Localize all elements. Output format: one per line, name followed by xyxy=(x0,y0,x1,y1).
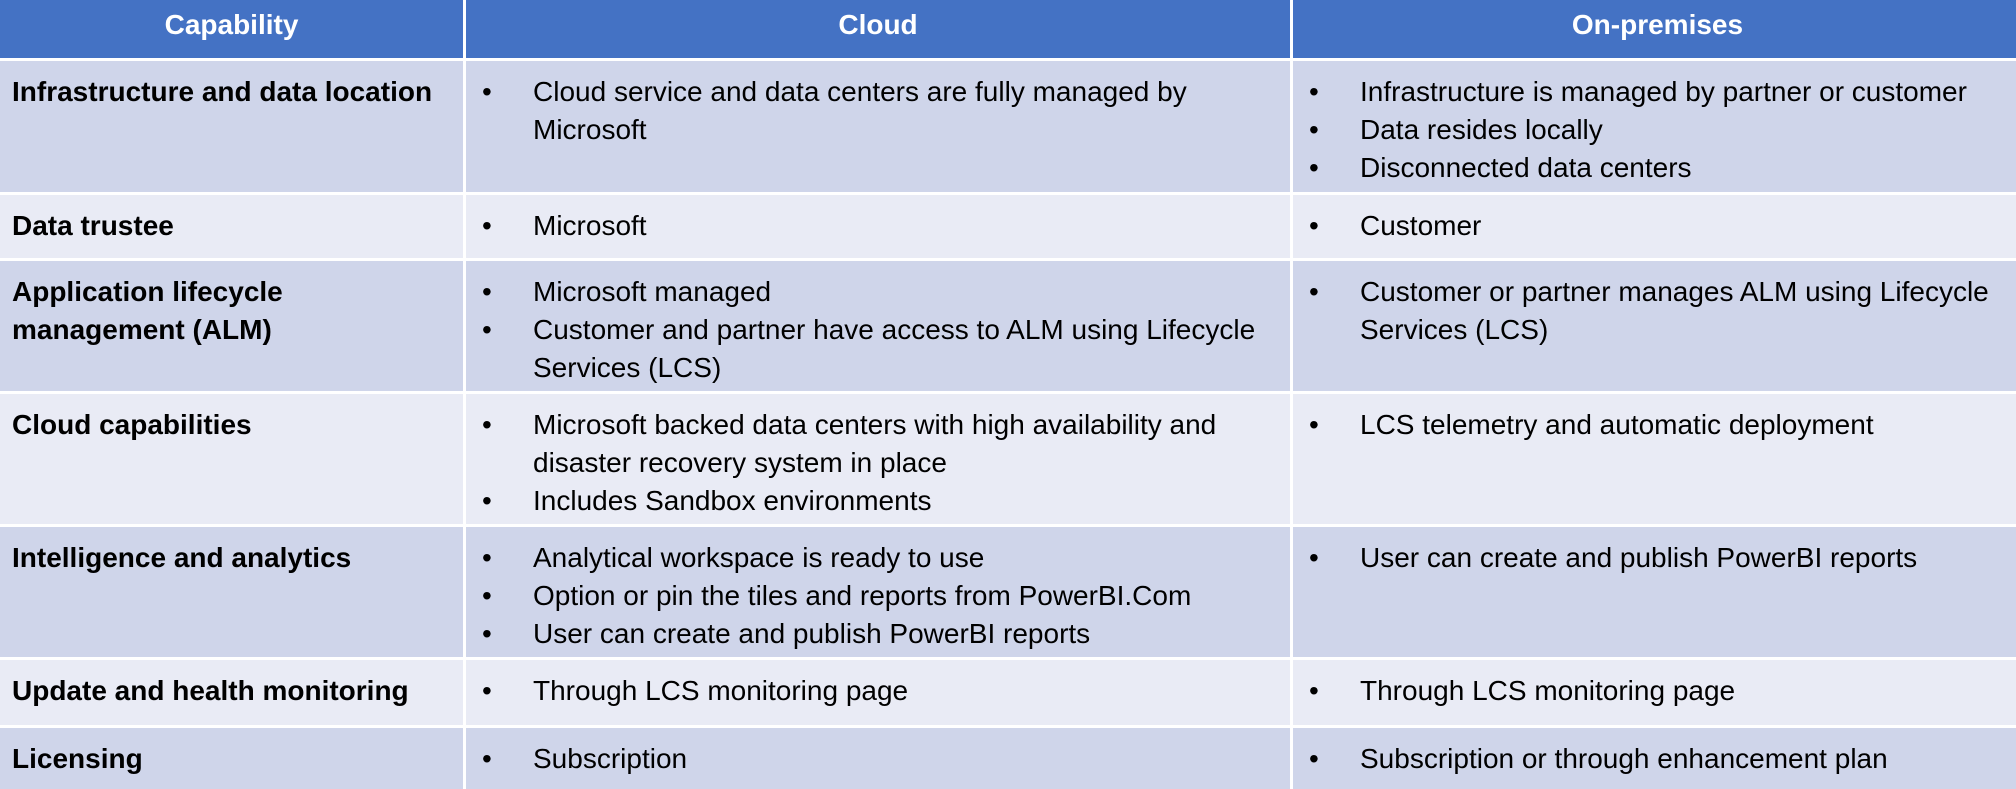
list-item: • Infrastructure is managed by partner or customer xyxy=(1293,73,2010,111)
onprem-cell xyxy=(1293,728,2016,789)
onprem-list xyxy=(1293,273,2010,349)
cloud-cell xyxy=(466,261,1290,391)
cloud-cell xyxy=(466,527,1290,657)
list-item: • Disconnected data centers xyxy=(1293,149,2010,187)
onprem-cell xyxy=(1293,660,2016,725)
capability-cell: Licensing xyxy=(0,728,463,789)
onprem-cell xyxy=(1293,261,2016,391)
list-item: • Includes Sandbox environments xyxy=(466,482,1278,520)
onprem-list xyxy=(1293,406,2010,444)
header-capability: Capability xyxy=(0,0,463,58)
cloud-list xyxy=(466,273,1278,387)
list-item: • Microsoft backed data centers with high availability and disaster recovery system in place xyxy=(466,406,1278,482)
cloud-cell xyxy=(466,61,1290,192)
cloud-list xyxy=(466,539,1278,653)
onprem-cell xyxy=(1293,195,2016,258)
header-cloud: Cloud xyxy=(466,0,1290,58)
list-item: • Analytical workspace is ready to use xyxy=(466,539,1278,577)
list-item: • Through LCS monitoring page xyxy=(466,672,1278,710)
cloud-list xyxy=(466,740,1278,778)
capability-cell: Intelligence and analytics xyxy=(0,527,463,657)
cloud-cell xyxy=(466,728,1290,789)
capability-cell: Cloud capabilities xyxy=(0,394,463,524)
list-item: • Subscription or through enhancement plan xyxy=(1293,740,2010,778)
list-item: • Cloud service and data centers are fully managed by Microsoft xyxy=(466,73,1278,149)
list-item: • Customer and partner have access to ALM using Lifecycle Services (LCS) xyxy=(466,311,1278,387)
list-item: • Microsoft managed xyxy=(466,273,1278,311)
onprem-list xyxy=(1293,672,2010,710)
list-item: • Microsoft xyxy=(466,207,1278,245)
list-item: • Customer or partner manages ALM using Lifecycle Services (LCS) xyxy=(1293,273,2010,349)
onprem-list xyxy=(1293,740,2010,778)
capability-cell: Application lifecycle management (ALM) xyxy=(0,261,463,391)
list-item: • Subscription xyxy=(466,740,1278,778)
onprem-list xyxy=(1293,73,2010,187)
list-item: • Customer xyxy=(1293,207,2010,245)
cloud-cell xyxy=(466,195,1290,258)
list-item: • User can create and publish PowerBI reports xyxy=(466,615,1278,653)
list-item: • Data resides locally xyxy=(1293,111,2010,149)
capability-cell: Data trustee xyxy=(0,195,463,258)
onprem-cell xyxy=(1293,61,2016,192)
list-item: • Through LCS monitoring page xyxy=(1293,672,2010,710)
cloud-cell xyxy=(466,394,1290,524)
cloud-list xyxy=(466,73,1278,149)
cloud-list xyxy=(466,406,1278,520)
list-item: • LCS telemetry and automatic deployment xyxy=(1293,406,2010,444)
cloud-cell xyxy=(466,660,1290,725)
onprem-cell xyxy=(1293,527,2016,657)
list-item: • Option or pin the tiles and reports from PowerBI.Com xyxy=(466,577,1278,615)
capability-cell: Update and health monitoring xyxy=(0,660,463,725)
onprem-list xyxy=(1293,539,2010,577)
capability-cell: Infrastructure and data location xyxy=(0,61,463,192)
list-item: • User can create and publish PowerBI reports xyxy=(1293,539,2010,577)
header-onprem: On-premises xyxy=(1293,0,2016,58)
cloud-list xyxy=(466,672,1278,710)
cloud-list xyxy=(466,207,1278,245)
onprem-list xyxy=(1293,207,2010,245)
onprem-cell xyxy=(1293,394,2016,524)
